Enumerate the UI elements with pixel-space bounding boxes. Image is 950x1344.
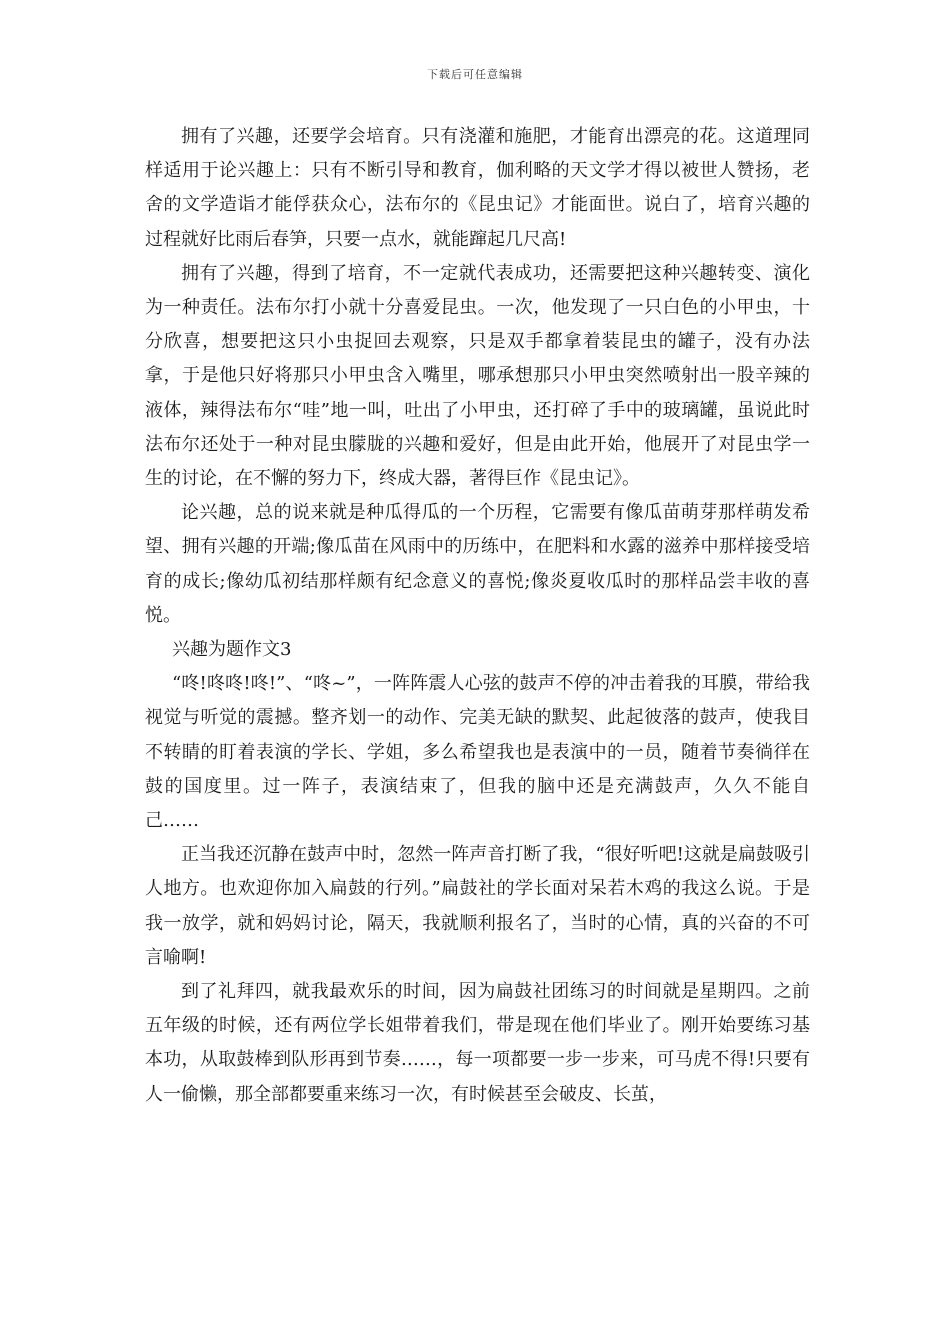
paragraph-interest-summary: 论兴趣，总的说来就是种瓜得瓜的一个历程，它需要有像瓜苗萌芽那样萌发希望、拥有兴趣的开端;像瓜苗在风雨中的历练中，在肥料和水露的滋养中那样接受培育的成长;像幼瓜初结那样颇有纪念意义的喜悦;像炎夏收瓜时的那样品尝丰收的喜悦。 — [145, 502, 810, 626]
page-header-note: 下载后可任意编辑 — [427, 68, 523, 81]
paragraph-drum-sound: “咚!咚咚!咚!”、“咚~”，一阵阵震人心弦的鼓声不停的冲击着我的耳膜，带给我视觉与听觉的震撼。整齐划一的动作、完美无缺的默契、此起彼落的鼓声，使我目不转睛的盯着表演的学长、学姐，多么希望我也是表演中的一员，随着节奏徜徉在鼓的国度里。过一阵子，表演结束了，但我的脑中还是充满鼓声，久久不能自己…… — [145, 673, 810, 832]
paragraph-thursday-practice: 到了礼拜四，就我最欢乐的时间，因为扁鼓社团练习的时间就是星期四。之前五年级的时候，还有两位学长姐带着我们，带是现在他们毕业了。刚开始要练习基本功，从取鼓棒到队形再到节奏……，每一项都要一步一步来，可马虎不得!只要有人一偷懒，那全部都要重来练习一次，有时候甚至会破皮、长茧， — [145, 981, 810, 1105]
paragraph-cultivate-interest: 拥有了兴趣，还要学会培育。只有浇灌和施肥，才能育出漂亮的花。这道理同样适用于论兴趣上：只有不断引导和教育，伽利略的天文学才得以被世人赞扬，老舍的文学造诣才能俘获众心，法布尔的《昆虫记》才能面世。说白了，培育兴趣的过程就好比雨后春笋，只要一点水，就能蹿起几尺高! — [145, 126, 810, 250]
document-body — [145, 120, 810, 1112]
paragraph-join-drum-club: 正当我还沉静在鼓声中时，忽然一阵声音打断了我，“很好听吧!这就是扁鼓吸引人地方。也欢迎你加入扁鼓的行列。”扁鼓社的学长面对呆若木鸡的我这么说。于是我一放学，就和妈妈讨论，隔天，我就顺利报名了，当时的心情，真的兴奋的不可言喻啊! — [145, 844, 810, 968]
paragraph-interest-responsibility: 拥有了兴趣，得到了培育，不一定就代表成功，还需要把这种兴趣转变、演化为一种责任。法布尔打小就十分喜爱昆虫。一次，他发现了一只白色的小甲虫，十分欣喜，想要把这只小虫捉回去观察，只是双手都拿着装昆虫的罐子，没有办法拿，于是他只好将那只小甲虫含入嘴里，哪承想那只小甲虫突然喷射出一股辛辣的液体，辣得法布尔“哇”地一叫，吐出了小甲虫，还打碎了手中的玻璃罐，虽说此时法布尔还处于一种对昆虫朦胧的兴趣和爱好，但是由此开始，他展开了对昆虫学一生的讨论，在不懈的努力下，终成大器，著得巨作《昆虫记》。 — [145, 262, 810, 490]
essay-title-3: 兴趣为题作文3 — [172, 639, 292, 661]
